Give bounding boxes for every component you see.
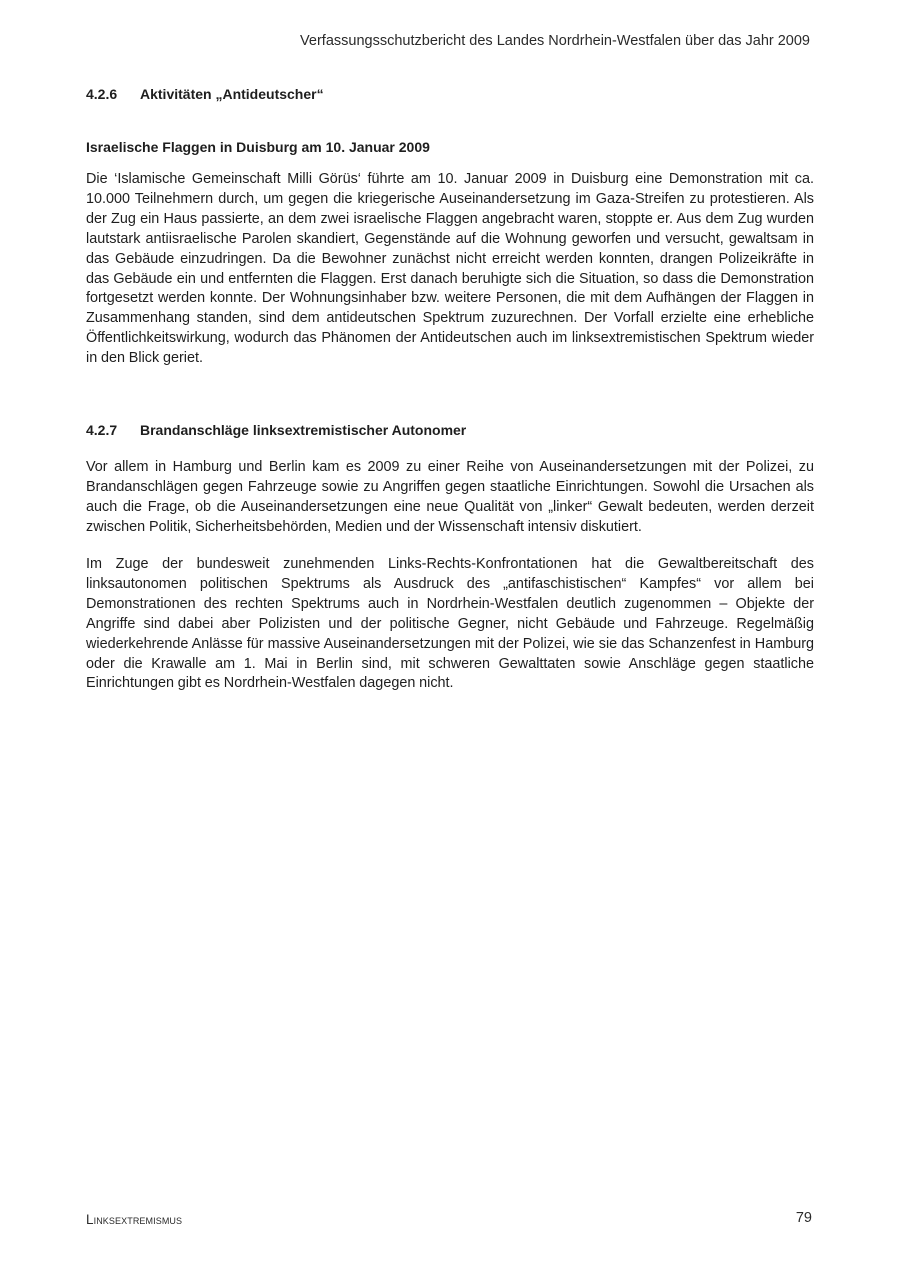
section-heading-4-2-6 — [86, 86, 324, 102]
paragraph-brandanschlaege-1: Vor allem in Hamburg und Berlin kam es 2009 zu einer Reihe von Auseinandersetzungen mit der Polizei, zu Brandanschlägen gegen Fahrzeuge sowie zu Angriffen gegen staatliche Einrichtungen. Sowohl die Ursachen als auch die Frage, ob die Auseinandersetzungen eine neue Qualität von „linker“ Gewalt bedeuten, werden derzeit zwischen Politik, Sicherheitsbehörden, Medien und der Wissenschaft intensiv diskutiert. — [86, 459, 814, 535]
section-title: Aktivitäten „Antideutscher“ — [140, 86, 324, 102]
paragraph-israelische-flaggen: Die ‘Islamische Gemeinschaft Milli Görüs‘ führte am 10. Januar 2009 in Duisburg eine Demonstration mit ca. 10.000 Teilnehmern durch, um gegen die kriegerische Auseinandersetzung im Gaza-Streifen zu protestieren. Als der Zug ein Haus passierte, an dem zwei israelische Flaggen angebracht waren, stoppte er. Aus dem Zug wurden lautstark antiisraelische Parolen skandiert, Gegenstände auf die Wohnung geworfen und versucht, gewaltsam in das Gebäude einzudringen. Da die Bewohner zunächst nicht erreicht werden konnten, drangen Polizeikräfte in das Gebäude ein und entfernten die Flaggen. Erst danach beruhigte sich die Situation, so dass die Demonstration fortgesetzt werden konnte. Der Wohnungsinhaber bzw. weitere Personen, die mit dem Aufhängen der Flaggen in Zusammenhang standen, sind dem antideutschen Spektrum zuzurechnen. Der Vorfall erzielte eine erhebliche Öffentlichkeitswirkung, wodurch das Phänomen der Antideutschen auch im linksextremistischen Spektrum wieder in den Blick geriet. — [86, 171, 814, 367]
section-heading-4-2-7 — [86, 422, 466, 438]
section-number: 4.2.6 — [86, 86, 118, 102]
page-number: 79 — [795, 1210, 812, 1226]
section-title: Brandanschläge linksextremistischer Autonomer — [140, 422, 467, 438]
section-number: 4.2.7 — [86, 422, 118, 438]
footer-chapter: Linksextremismus — [86, 1212, 183, 1227]
subheading-israelische-flaggen: Israelische Flaggen in Duisburg am 10. Januar 2009 — [86, 139, 430, 155]
running-header: Verfassungsschutzbericht des Landes Nordrhein-Westfalen über das Jahr 2009 — [300, 33, 810, 49]
paragraph-brandanschlaege-2: Im Zuge der bundesweit zunehmenden Links-Rechts-Konfrontationen hat die Gewaltbereitschaft des linksautonomen politischen Spektrums als Ausdruck des „antifaschistischen“ Kampfes“ vor allem bei Demonstrationen des rechten Spektrums auch in Nordrhein-Westfalen deutlich zugenommen – Objekte der Angriffe sind dabei aber Polizisten und der politische Gegner, nicht Gebäude und Fahrzeuge. Regelmäßig wiederkehrende Anlässe für massive Auseinandersetzungen mit der Polizei, wie sie das Schanzenfest in Hamburg oder die Krawalle am 1. Mai in Berlin sind, mit schweren Gewalttaten sowie Anschläge gegen staatliche Einrichtungen gibt es Nordrhein-Westfalen dagegen nicht. — [86, 556, 814, 692]
